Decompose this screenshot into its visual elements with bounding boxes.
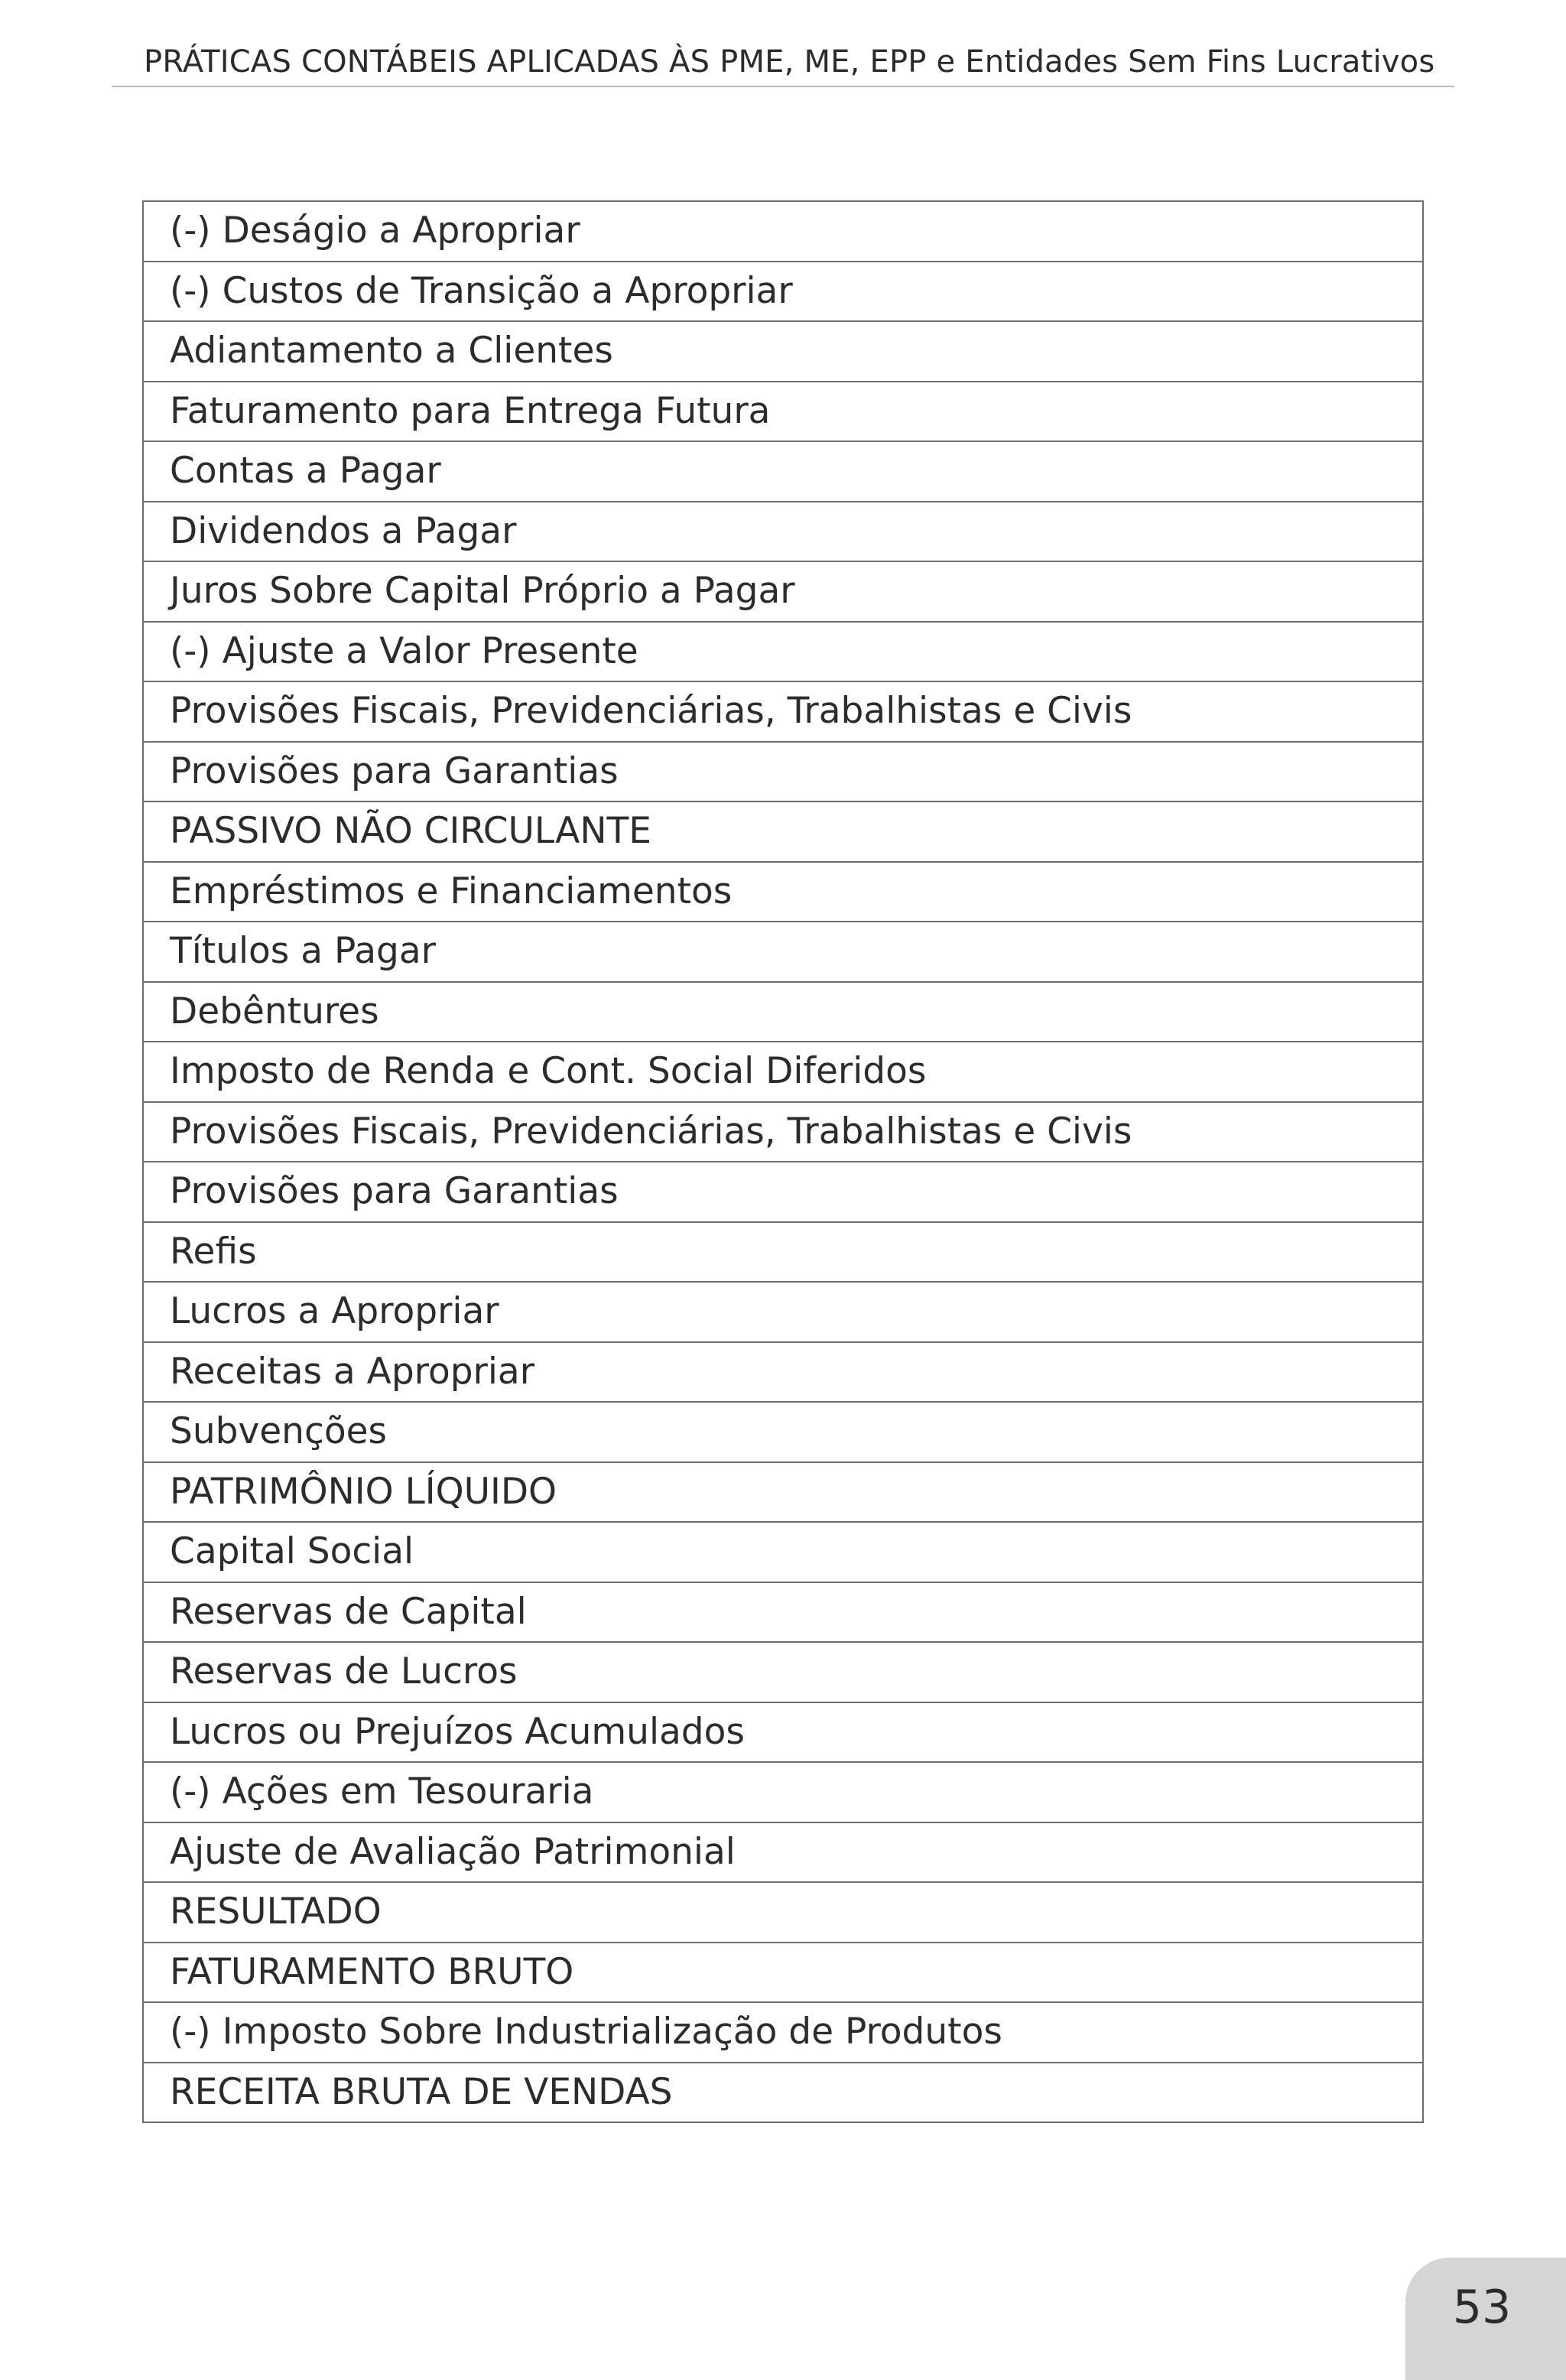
account-cell: Juros Sobre Capital Próprio a Pagar bbox=[143, 561, 1423, 622]
account-cell: Lucros ou Prejuízos Acumulados bbox=[143, 1702, 1423, 1763]
table-row bbox=[143, 1582, 1423, 1643]
account-cell: Provisões para Garantias bbox=[143, 742, 1423, 802]
account-cell: (-) Ações em Tesouraria bbox=[143, 1762, 1423, 1822]
account-cell: Empréstimos e Financiamentos bbox=[143, 862, 1423, 922]
table-row bbox=[143, 1702, 1423, 1763]
account-cell: Reservas de Capital bbox=[143, 1582, 1423, 1643]
account-cell: Reservas de Lucros bbox=[143, 1642, 1423, 1702]
table-row bbox=[143, 2063, 1423, 2123]
table-row bbox=[143, 1822, 1423, 1883]
table-row bbox=[143, 622, 1423, 682]
table-row bbox=[143, 742, 1423, 802]
section-heading-cell: PATRIMÔNIO LÍQUIDO bbox=[143, 1462, 1423, 1523]
account-cell: Contas a Pagar bbox=[143, 441, 1423, 502]
table-row bbox=[143, 1762, 1423, 1822]
table-row bbox=[143, 1342, 1423, 1403]
account-cell: Debêntures bbox=[143, 982, 1423, 1042]
table-row bbox=[143, 262, 1423, 322]
account-cell: (-) Deságio a Apropriar bbox=[143, 201, 1423, 262]
section-heading-cell: FATURAMENTO BRUTO bbox=[143, 1943, 1423, 2003]
account-cell: Refis bbox=[143, 1222, 1423, 1283]
table-row bbox=[143, 1882, 1423, 1943]
table-row bbox=[143, 1462, 1423, 1523]
page-number: 53 bbox=[1452, 2281, 1512, 2334]
account-cell: Imposto de Renda e Cont. Social Diferidos bbox=[143, 1042, 1423, 1102]
account-cell: Lucros a Apropriar bbox=[143, 1282, 1423, 1342]
table-row bbox=[143, 1943, 1423, 2003]
account-cell: Provisões Fiscais, Previdenciárias, Trabalhistas e Civis bbox=[143, 681, 1423, 742]
running-header bbox=[112, 40, 1454, 87]
table-row bbox=[143, 1642, 1423, 1702]
section-heading-cell: PASSIVO NÃO CIRCULANTE bbox=[143, 801, 1423, 862]
account-cell: Dividendos a Pagar bbox=[143, 502, 1423, 562]
account-cell: Adiantamento a Clientes bbox=[143, 321, 1423, 382]
table-row bbox=[143, 2002, 1423, 2063]
table-row bbox=[143, 502, 1423, 562]
running-header-title: PRÁTICAS CONTÁBEIS APLICADAS ÀS PME, ME, EPP e Entidades Sem Fins Lucrativos bbox=[144, 44, 1435, 80]
account-cell: Faturamento para Entrega Futura bbox=[143, 382, 1423, 442]
account-cell: (-) Ajuste a Valor Presente bbox=[143, 622, 1423, 682]
section-heading-cell: RESULTADO bbox=[143, 1882, 1423, 1943]
table-row bbox=[143, 982, 1423, 1042]
table-row bbox=[143, 1162, 1423, 1222]
table-row bbox=[143, 1282, 1423, 1342]
table-row bbox=[143, 801, 1423, 862]
table-row bbox=[143, 561, 1423, 622]
table-row bbox=[143, 441, 1423, 502]
table-row bbox=[143, 1402, 1423, 1462]
accounts-table bbox=[142, 200, 1424, 2123]
table-row bbox=[143, 201, 1423, 262]
table-row bbox=[143, 321, 1423, 382]
account-cell: Provisões Fiscais, Previdenciárias, Trabalhistas e Civis bbox=[143, 1102, 1423, 1162]
account-cell: Ajuste de Avaliação Patrimonial bbox=[143, 1822, 1423, 1883]
table-row bbox=[143, 1042, 1423, 1102]
account-cell: (-) Custos de Transição a Apropriar bbox=[143, 262, 1423, 322]
table-row bbox=[143, 382, 1423, 442]
table-row bbox=[143, 862, 1423, 922]
table-row bbox=[143, 1102, 1423, 1162]
account-cell: Receitas a Apropriar bbox=[143, 1342, 1423, 1403]
account-cell: (-) Imposto Sobre Industrialização de Produtos bbox=[143, 2002, 1423, 2063]
table-row bbox=[143, 922, 1423, 982]
account-cell: Títulos a Pagar bbox=[143, 922, 1423, 982]
section-heading-cell: RECEITA BRUTA DE VENDAS bbox=[143, 2063, 1423, 2123]
table-row bbox=[143, 1522, 1423, 1582]
account-cell: Provisões para Garantias bbox=[143, 1162, 1423, 1222]
account-cell: Subvenções bbox=[143, 1402, 1423, 1462]
account-cell: Capital Social bbox=[143, 1522, 1423, 1582]
table-row bbox=[143, 1222, 1423, 1283]
table-row bbox=[143, 681, 1423, 742]
